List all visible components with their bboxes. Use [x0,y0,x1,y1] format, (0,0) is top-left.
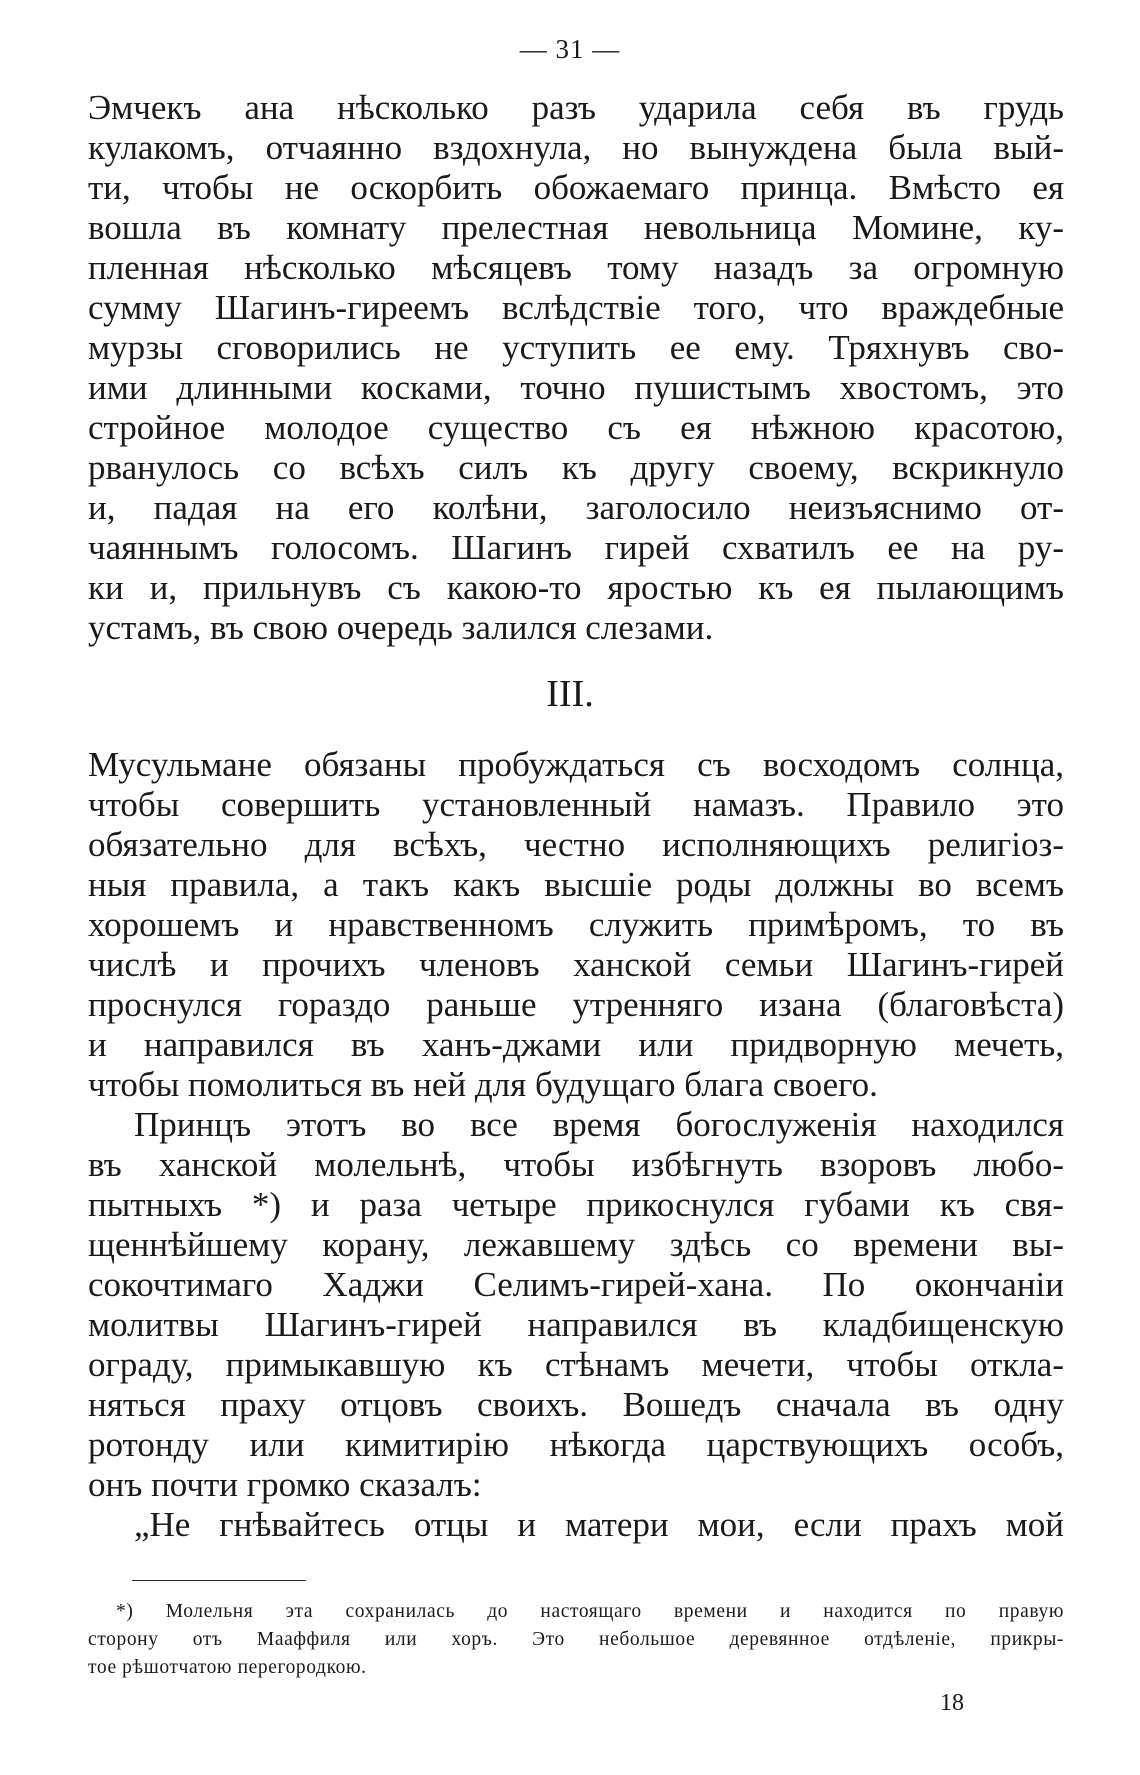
text-line: молитвы Шагинъ-гирей направился въ кладбищенскую [88,1305,1064,1344]
text-line: Эмчекъ ана нѣсколько разъ ударила себя въ грудь [88,88,1064,127]
text-line: чаяннымъ голосомъ. Шагинъ гирей схватилъ ее на ру- [88,528,1064,567]
text-line: ими длинными косками, точно пушистымъ хвостомъ, это [88,368,1064,407]
signature-mark: 18 [940,1690,964,1716]
text-line: хорошемъ и нравственномъ служить примѣромъ, то въ [88,905,1064,944]
top-paragraph [88,88,1064,648]
text-line: и направился въ ханъ-джами или придворную мечеть, [88,1025,1064,1064]
text-line: щеннѣйшему корану, лежавшему здѣсь со времени вы- [88,1225,1064,1264]
text-line: пытныхъ *) и раза четыре прикоснулся губами къ свя- [88,1185,1064,1224]
text-line: ти, чтобы не оскорбить обожаемаго принца. Вмѣсто ея [88,168,1064,207]
text-line: Принцъ этотъ во все время богослуженія находился [134,1105,1064,1144]
page-number: — 31 — [519,34,621,64]
text-line: въ ханской молельнѣ, чтобы избѣгнуть взоровъ любо- [88,1145,1064,1184]
text-line: мурзы сговорились не уступить ее ему. Тряхнувъ сво- [88,328,1064,367]
footnote-line: *) Молельня эта сохранилась до настоящаго времени и находится по правую [116,1601,1064,1622]
text-line: ограду, примыкавшую къ стѣнамъ мечети, чтобы откла- [88,1345,1064,1384]
text-line: няться праху отцовъ своихъ. Вошедъ сначала въ одну [88,1385,1064,1424]
footnote-divider [132,1580,306,1581]
text-line: устамъ, въ свою очередь залился слезами. [88,608,714,647]
text-line: чтобы помолиться въ ней для будущаго блага своего. [88,1065,878,1104]
text-line: чтобы совершить установленный намазъ. Правило это [88,785,1064,824]
text-line: пленная нѣсколько мѣсяцевъ тому назадъ за огромную [88,248,1064,287]
text-line: сумму Шагинъ-гиреемъ вслѣдствіе того, что враждебные [88,288,1064,327]
footnote-line: тое рѣшотчатою перегородкою. [88,1657,367,1678]
text-line: числѣ и прочихъ членовъ ханской семьи Шагинъ-гирей [88,945,1064,984]
text-line: „Не гнѣвайтесь отцы и матери мои, если прахъ мой [134,1505,1064,1544]
text-line: рванулось со всѣхъ силъ къ другу своему, вскрикнуло [88,448,1064,487]
text-line: и, падая на его колѣни, заголосило неизъяснимо от- [88,488,1064,527]
text-line: онъ почти громко сказалъ: [88,1465,482,1504]
text-line: сокочтимаго Хаджи Селимъ-гирей-хана. По окончаніи [88,1265,1064,1304]
text-line: Мусульмане обязаны пробуждаться съ восходомъ солнца, [88,745,1064,784]
text-line: ки и, прильнувъ съ какою-то яростью къ ея пылающимъ [88,568,1064,607]
text-line: ныя правила, а такъ какъ высшіе роды должны во всемъ [88,865,1064,904]
main-text [88,745,1064,1545]
text-line: кулакомъ, отчаянно вздохнула, но вынуждена была вый- [88,128,1064,167]
text-line: стройное молодое существо съ ея нѣжною красотою, [88,408,1064,447]
section-heading: III. [546,673,594,715]
footnote [88,1598,1064,1682]
text-line: ротонду или кимитирію нѣкогда царствующихъ особъ, [88,1425,1064,1464]
footnote-line: сторону отъ Мааффиля или хоръ. Это небольшое деревянное отдѣленіе, прикры- [88,1629,1064,1650]
text-line: проснулся гораздо раньше утренняго изана (благовѣста) [88,985,1064,1024]
text-line: обязательно для всѣхъ, честно исполняющихъ религіоз- [88,825,1064,864]
text-line: вошла въ комнату прелестная невольница Момине, ку- [88,208,1064,247]
